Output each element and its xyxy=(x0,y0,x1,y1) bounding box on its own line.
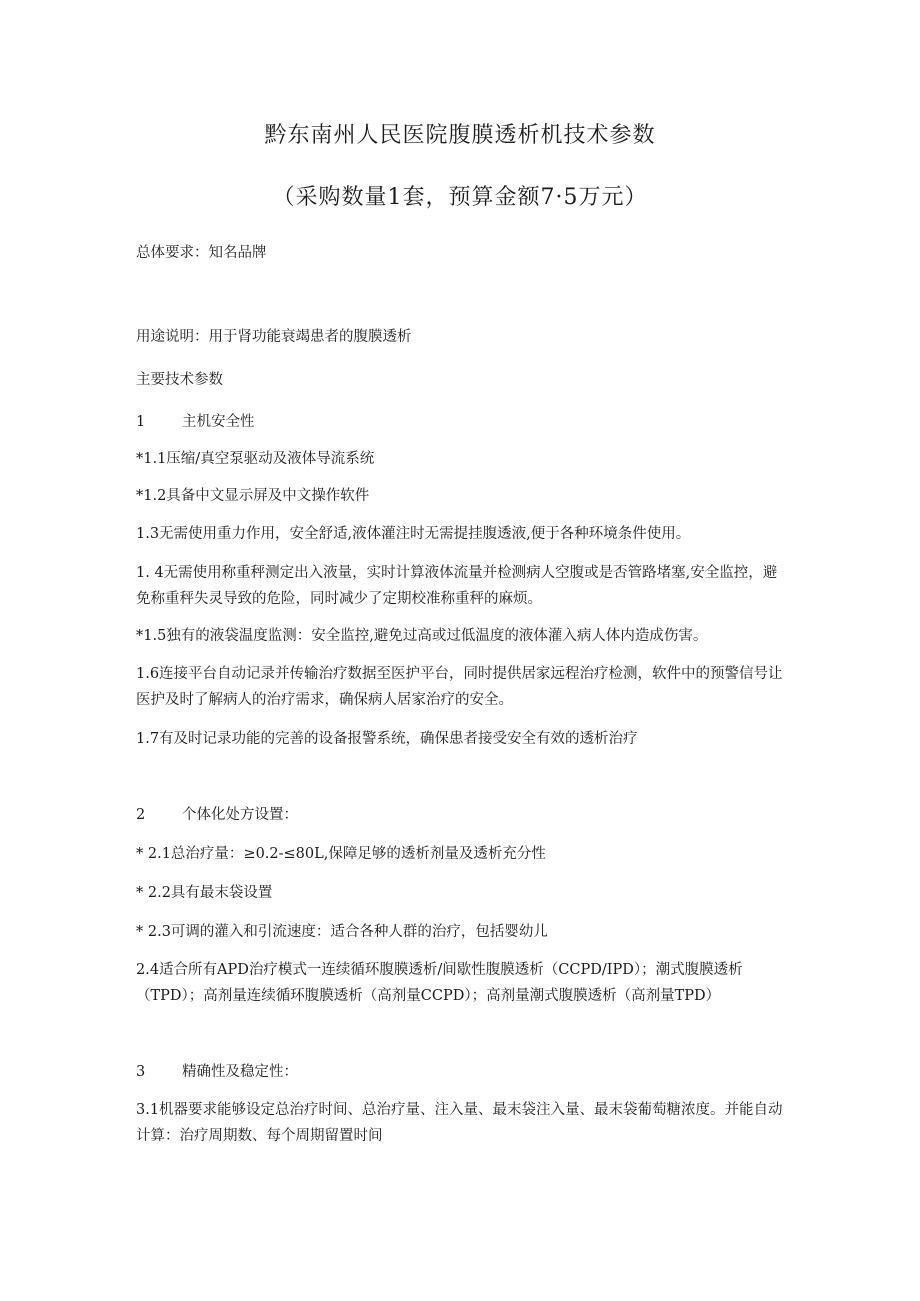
section-3-number: 3 xyxy=(136,1064,146,1080)
usage-description: 用途说明：用于肾功能衰竭患者的腹膜透析 xyxy=(136,329,412,345)
item-3-1: 3.1机器要求能够设定总治疗时间、总治疗量、注入量、最末袋注入量、最末袋葡萄糖浓度。并能自动计算：治疗周期数、每个周期留置时间 xyxy=(136,1102,783,1144)
section-1-heading xyxy=(136,409,788,435)
document-title: 黔东南州人民医院腹膜透析机技术参数 xyxy=(264,123,656,148)
item-1-6: 1.6连接平台自动记录并传输治疗数据至医护平台，同时提供居家远程治疗检测，软件中的预警信号让医护及时了解病人的治疗需求，确保病人居家治疗的安全。 xyxy=(136,666,783,708)
item-1-4: 1. 4无需使用称重秤测定出入液量，实时计算液体流量并检测病人空腹或是否管路堵塞,安全监控，避免称重秤失灵导致的危险，同时减少了定期校准称重秤的麻烦。 xyxy=(136,565,778,607)
item-1-5: *1.5独有的液袋温度监测：安全监控,避免过高或过低温度的液体灌入病人体内造成伤害。 xyxy=(136,628,708,644)
item-1-7: 1.7有及时记录功能的完善的设备报警系统，确保患者接受安全有效的透析治疗 xyxy=(136,731,638,747)
main-params-heading: 主要技术参数 xyxy=(136,372,223,388)
section-2-heading xyxy=(136,802,788,828)
document-subtitle: （采购数量1套，预算金额7·5万元） xyxy=(272,185,648,210)
item-2-1: * 2.1总治疗量：≥0.2-≤80L,保障足够的透析剂量及透析充分性 xyxy=(136,846,546,862)
item-1-2: *1.2具备中文显示屏及中文操作软件 xyxy=(136,488,370,504)
section-3-heading xyxy=(136,1059,788,1085)
section-2-title: 个体化处方设置： xyxy=(182,807,298,823)
section-1-title: 主机安全性 xyxy=(182,414,255,430)
item-2-4: 2.4适合所有APD治疗模式一连续循环腹膜透析/间歇性腹膜透析（CCPD/IPD）；潮式腹膜透析（TPD）；高剂量连续循环腹膜透析（高剂量CCPD）；高剂量潮式腹膜透析（高剂量TPD） xyxy=(136,962,743,1004)
general-requirement: 总体要求：知名品牌 xyxy=(136,245,267,261)
item-2-2: * 2.2具有最末袋设置 xyxy=(136,885,273,901)
item-1-3: 1.3无需使用重力作用，安全舒适,液体灌注时无需提挂腹透液,便于各种环境条件使用。 xyxy=(136,526,691,542)
section-2-number: 2 xyxy=(136,807,146,823)
item-2-3: * 2.3可调的灌入和引流速度：适合各种人群的治疗，包括婴幼儿 xyxy=(136,924,548,940)
section-1-number: 1 xyxy=(136,414,146,430)
item-1-1: *1.1压缩/真空泵驱动及液体导流系统 xyxy=(136,451,375,467)
section-3-title: 精确性及稳定性： xyxy=(182,1064,298,1080)
